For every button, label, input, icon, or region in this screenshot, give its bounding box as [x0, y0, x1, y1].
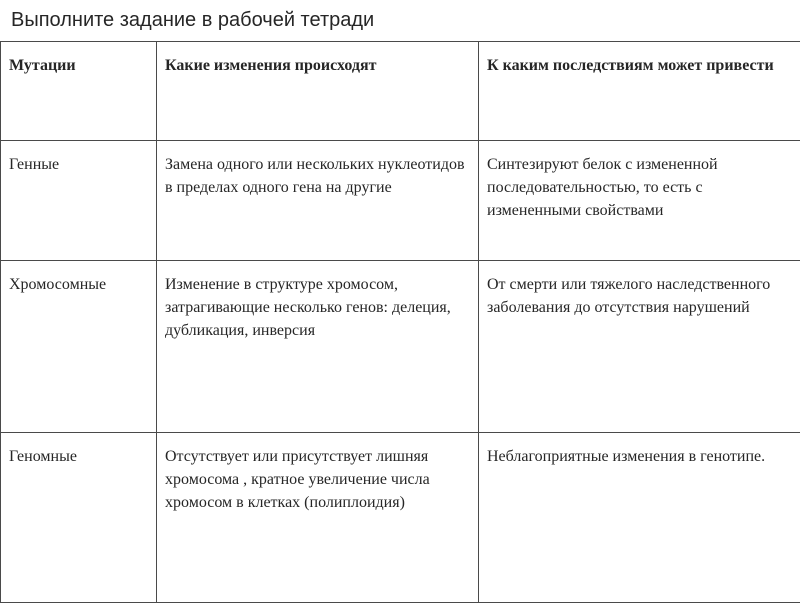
table-row: [1, 433, 800, 603]
table-cell: [157, 261, 479, 433]
mutation-changes: Отсутствует или присутствует лишняя хромосома , кратное увеличение числа хромосом в клетках (полиплоидия): [157, 433, 478, 514]
table-cell: [1, 433, 157, 603]
header-cell-mutations: [1, 42, 157, 141]
mutation-consequences: Неблагоприятные изменения в генотипе.: [479, 433, 800, 468]
mutation-type: Хромосомные: [1, 261, 156, 296]
header-changes-label: Какие изменения происходят: [157, 42, 478, 77]
table-cell: [479, 433, 800, 603]
mutation-changes: Изменение в структуре хромосом, затрагивающие несколько генов: делеция, дубликация, инверсия: [157, 261, 478, 342]
page-title: Выполните задание в рабочей тетради: [11, 9, 374, 32]
table-cell: [479, 141, 800, 261]
table-row: [1, 261, 800, 433]
mutation-type: Геномные: [1, 433, 156, 468]
header-cell-changes: [157, 42, 479, 141]
header-consequences-label: К каким последствиям может привести: [479, 42, 800, 77]
header-cell-consequences: [479, 42, 800, 141]
table-row: [1, 141, 800, 261]
mutation-changes: Замена одного или нескольких нуклеотидов в пределах одного гена на другие: [157, 141, 478, 199]
table-cell: [1, 261, 157, 433]
table-header-row: [1, 42, 800, 141]
mutation-consequences: Синтезируют белок с измененной последовательностью, то есть с измененными свойствами: [479, 141, 800, 222]
table-cell: [1, 141, 157, 261]
table-cell: [157, 433, 479, 603]
table-cell: [479, 261, 800, 433]
mutation-consequences: От смерти или тяжелого наследственного заболевания до отсутствия нарушений: [479, 261, 800, 319]
mutations-table: [0, 41, 800, 603]
header-mutations-label: Мутации: [1, 42, 156, 77]
mutation-type: Генные: [1, 141, 156, 176]
table-cell: [157, 141, 479, 261]
